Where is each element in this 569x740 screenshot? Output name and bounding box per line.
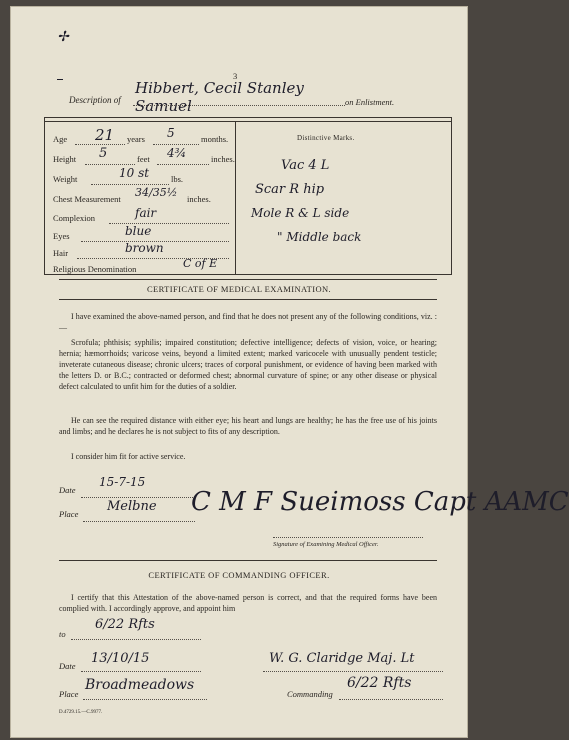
commanding-place-value: Broadmeadows — [85, 677, 195, 693]
age-label: Age — [53, 134, 68, 144]
commanding-unit-line — [339, 699, 443, 700]
medical-para-fit: I consider him fit for active service. — [71, 452, 186, 461]
height-label: Height — [53, 154, 77, 164]
eyes-value: blue — [125, 224, 152, 238]
distinctive-mark-4: " Middle back — [277, 230, 362, 244]
age-months-value: 5 — [167, 126, 175, 140]
weight-value: 10 st — [119, 166, 150, 180]
form-code: D.4729.15.—C.9977. — [59, 710, 103, 715]
eyes-label: Eyes — [53, 231, 70, 241]
medical-place-line — [83, 521, 195, 522]
weight-unit: lbs. — [171, 174, 184, 184]
height-inches-value: 4¾ — [167, 146, 187, 160]
complexion-value: fair — [135, 206, 157, 220]
hair-value: brown — [125, 241, 164, 255]
weight-label: Weight — [53, 174, 78, 184]
distinctive-mark-2: Scar R hip — [255, 182, 325, 197]
medical-officer-signature: C M F Sueimoss Capt AAMC — [191, 487, 569, 517]
page-mark: 3 — [233, 71, 238, 81]
attestation-page — [10, 6, 569, 738]
religion-value: C of E — [183, 257, 218, 270]
distinctive-marks-label: Distinctive Marks. — [297, 134, 355, 142]
height-line — [85, 164, 135, 165]
age-unit-years: years — [127, 134, 145, 144]
appoint-to-label: to — [59, 629, 66, 639]
corner-tick: ✢ — [57, 29, 69, 45]
age-unit-months: months. — [201, 134, 229, 144]
medical-date-value: 15-7-15 — [99, 475, 146, 489]
chest-label: Chest Measurement — [53, 194, 121, 204]
commanding-para: I certify that this Attestation of the above-named person is correct, and that the required forms have been complied with. I accordingly approve, and appoint him — [59, 593, 437, 613]
commanding-date-label: Date — [59, 661, 76, 671]
medical-para-1: I have examined the above-named person, and find that he does not present any of the following conditions, viz. :— — [59, 312, 437, 332]
weight-line — [91, 184, 169, 185]
appoint-to-line — [71, 639, 201, 640]
description-prefix: Description of — [69, 95, 121, 105]
particulars-box — [44, 117, 452, 275]
commanding-label: Commanding — [287, 689, 333, 699]
commanding-place-label: Place — [59, 689, 79, 699]
religion-label: Religious Denomination — [53, 264, 137, 274]
height-feet-value: 5 — [99, 146, 108, 161]
distinctive-mark-3: Mole R & L side — [251, 206, 350, 220]
commanding-signature-line — [263, 671, 443, 672]
medical-date-line — [81, 497, 193, 498]
commanding-date-value: 13/10/15 — [91, 651, 150, 666]
age-value: 21 — [95, 126, 115, 144]
height-unit-feet: feet — [137, 154, 150, 164]
chest-value: 34/35½ — [135, 186, 178, 199]
medical-para-conditions: Scrofula; phthisis; syphilis; impaired constitution; defective intelligence; defects of vision, voice, or hearing; hernia; hæmorrhoids; varicose veins, beyond a limited extent; marked varicocele with unusually pendent testicle; inveterate cutaneous disease; chronic ulcers; traces of corporal punishment, or evidence of having been marked with the letters D. or B.C.; contracted or deformed chest; abnormal curvature of spine; or any other disease or physical defect calculated to unfit him for the duties of a soldier. — [59, 338, 437, 391]
medical-top-rule — [59, 279, 437, 280]
name-underline — [133, 105, 345, 106]
inches-line — [157, 164, 209, 165]
box-divider — [235, 121, 236, 274]
medical-heading: CERTIFICATE OF MEDICAL EXAMINATION. — [146, 284, 332, 294]
distinctive-mark-1: Vac 4 L — [281, 158, 330, 173]
medical-signature-caption: Signature of Examining Medical Officer. — [273, 541, 379, 548]
commanding-place-line — [83, 699, 207, 700]
appoint-to-value: 6/22 Rfts — [95, 617, 155, 632]
commanding-officer-signature: W. G. Claridge Maj. Lt — [269, 651, 415, 666]
margin-dash — [57, 79, 63, 80]
medical-signature-line — [273, 537, 423, 538]
hair-label: Hair — [53, 248, 69, 258]
medical-place-value: Melbne — [107, 499, 157, 514]
medical-place-label: Place — [59, 509, 79, 519]
box-inner-rule — [45, 121, 451, 122]
chest-unit: inches. — [187, 194, 211, 204]
medical-heading-rule — [59, 299, 437, 300]
age-line — [75, 144, 125, 145]
commanding-heading: CERTIFICATE OF COMMANDING OFFICER. — [148, 570, 330, 580]
medical-para-3: He can see the required distance with either eye; his heart and lungs are healthy; he has the free use of his joints and limbs; and he declares he is not subject to fits of any description. — [59, 416, 437, 436]
height-unit-inches: inches. — [211, 154, 235, 164]
medical-date-label: Date — [59, 485, 76, 495]
commanding-top-rule — [59, 560, 437, 561]
description-suffix: on Enlistment. — [345, 97, 395, 107]
complexion-label: Complexion — [53, 213, 96, 223]
months-line — [153, 144, 199, 145]
commanding-unit-value: 6/22 Rfts — [347, 675, 412, 691]
enlistee-name: Hibbert, Cecil Stanley Samuel — [135, 79, 304, 115]
commanding-date-line — [81, 671, 201, 672]
